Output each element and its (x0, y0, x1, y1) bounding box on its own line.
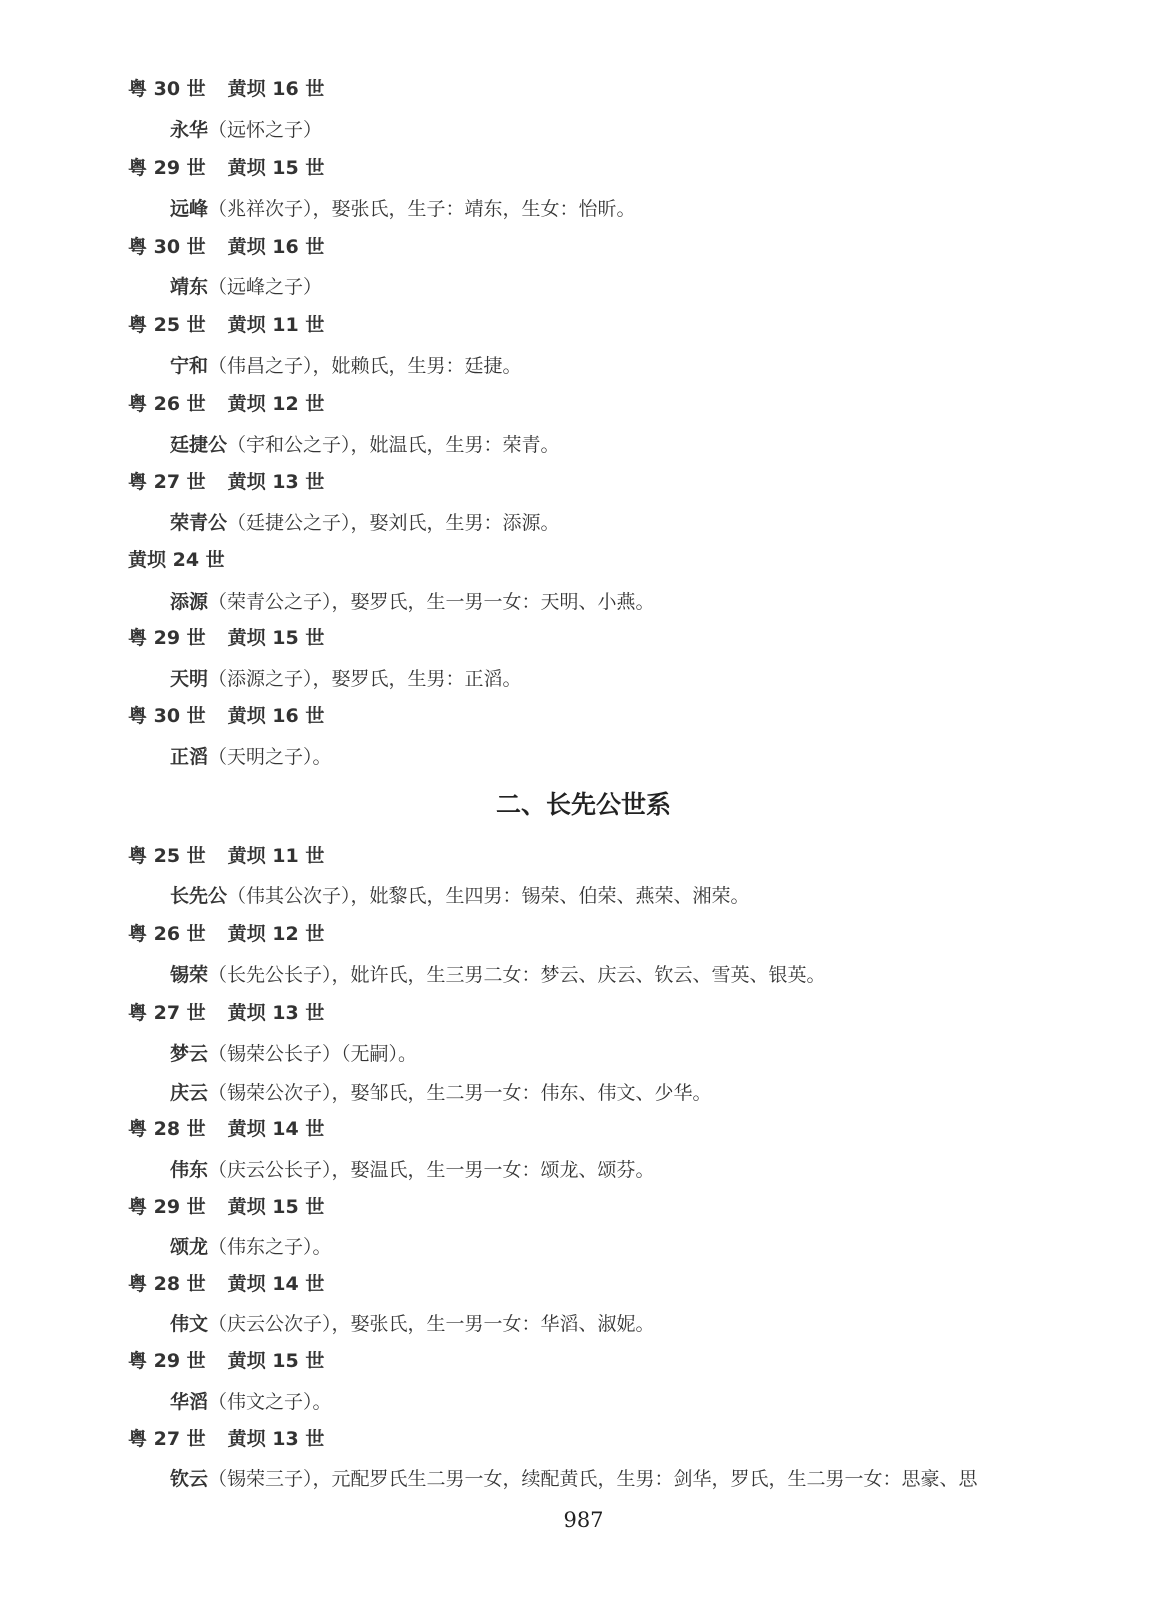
person-description: （远峰之子） (208, 276, 323, 298)
person-entry (170, 351, 522, 378)
local-generation-label: 黄坝 12 世 (227, 923, 325, 945)
local-generation-label: 黄坝 15 世 (227, 157, 325, 179)
person-description: （添源之子），娶罗氏，生男：正滔。 (208, 668, 522, 690)
generation-heading (128, 1424, 324, 1451)
local-generation-label: 黄坝 15 世 (227, 627, 325, 649)
person-description: （庆云公次子），娶张氏，生一男一女：华滔、淑妮。 (208, 1313, 655, 1335)
section-title: 二、长先公世系 (495, 790, 671, 819)
person-entry (170, 742, 332, 769)
person-entry (170, 1039, 417, 1066)
person-entry (170, 960, 826, 987)
person-name: 华滔 (170, 1391, 209, 1413)
generation-label: 粤 27 世 (128, 471, 206, 493)
person-entry (170, 881, 750, 908)
person-entry (170, 587, 655, 614)
generation-heading (128, 998, 324, 1025)
person-name: 添源 (170, 591, 209, 613)
person-entry (170, 1078, 712, 1105)
person-name: 远峰 (170, 198, 209, 220)
person-description: （廷捷公之子），娶刘氏，生男：添源。 (227, 512, 560, 534)
generation-label: 粤 26 世 (128, 393, 206, 415)
generation-heading (128, 1346, 324, 1373)
person-name: 梦云 (170, 1043, 209, 1065)
local-generation-label: 黄坝 11 世 (227, 314, 325, 336)
generation-label: 粤 29 世 (128, 1350, 206, 1372)
person-description: （长先公长子），妣许氏，生三男二女：梦云、庆云、钦云、雪英、银英。 (208, 964, 826, 986)
person-name: 廷捷公 (170, 434, 228, 456)
generation-label: 粤 30 世 (128, 236, 206, 258)
generation-label: 粤 28 世 (128, 1118, 206, 1140)
person-description: （锡荣公次子），娶邹氏，生二男一女：伟东、伟文、少华。 (208, 1082, 712, 1104)
local-generation-label: 黄坝 12 世 (227, 393, 325, 415)
person-name: 正滔 (170, 746, 209, 768)
local-generation-label: 黄坝 14 世 (227, 1118, 325, 1140)
generation-label: 粤 27 世 (128, 1428, 206, 1450)
person-description: （伟昌之子），妣赖氏，生男：廷捷。 (208, 355, 522, 377)
person-name: 锡荣 (170, 964, 209, 986)
generation-heading (128, 545, 225, 572)
generation-heading (128, 1114, 324, 1141)
person-name: 庆云 (170, 1082, 209, 1104)
generation-heading (128, 919, 324, 946)
local-generation-label: 黄坝 16 世 (227, 78, 325, 100)
person-entry (170, 1387, 332, 1414)
generation-label: 粤 28 世 (128, 1273, 206, 1295)
person-name: 颂龙 (170, 1236, 209, 1258)
generation-label: 粤 29 世 (128, 157, 206, 179)
generation-label: 粤 25 世 (128, 845, 206, 867)
person-description: （天明之子）。 (208, 746, 332, 768)
generation-label: 粤 26 世 (128, 923, 206, 945)
person-entry (170, 1232, 332, 1259)
local-generation-label: 黄坝 13 世 (227, 1428, 325, 1450)
person-entry (170, 664, 522, 691)
local-generation-label: 黄坝 11 世 (227, 845, 325, 867)
page-number: 987 (563, 1508, 604, 1532)
person-description: （伟文之子）。 (208, 1391, 332, 1413)
person-name: 天明 (170, 668, 209, 690)
person-name: 伟文 (170, 1313, 209, 1335)
person-description: （伟其公次子），妣黎氏，生四男：锡荣、伯荣、燕荣、湘荣。 (227, 885, 750, 907)
person-description: （庆云公长子），娶温氏，生一男一女：颂龙、颂芬。 (208, 1159, 655, 1181)
person-entry (170, 115, 322, 142)
local-generation-label: 黄坝 16 世 (227, 236, 325, 258)
person-entry (170, 1155, 655, 1182)
generation-heading (128, 389, 324, 416)
person-description: （兆祥次子），娶张氏，生子：靖东，生女：怡昕。 (208, 198, 636, 220)
generation-label: 粤 29 世 (128, 627, 206, 649)
person-description: （伟东之子）。 (208, 1236, 332, 1258)
local-generation-label: 黄坝 13 世 (227, 1002, 325, 1024)
generation-heading (128, 1269, 324, 1296)
person-name: 钦云 (170, 1468, 209, 1490)
person-name: 宁和 (170, 355, 209, 377)
local-generation-label: 黄坝 13 世 (227, 471, 325, 493)
generation-label: 粤 25 世 (128, 314, 206, 336)
generation-label: 粤 27 世 (128, 1002, 206, 1024)
local-generation-label: 黄坝 15 世 (227, 1350, 325, 1372)
generation-heading (128, 1192, 324, 1219)
person-entry (170, 272, 322, 299)
generation-heading (128, 153, 324, 180)
local-generation-label: 黄坝 16 世 (227, 705, 325, 727)
generation-label: 粤 30 世 (128, 705, 206, 727)
generation-heading (128, 623, 324, 650)
person-entry (170, 430, 560, 457)
person-name: 长先公 (170, 885, 228, 907)
generation-heading (128, 701, 324, 728)
person-name: 永华 (170, 119, 209, 141)
person-description: （宇和公之子），妣温氏，生男：荣青。 (227, 434, 560, 456)
generation-heading (128, 467, 324, 494)
local-generation-label: 黄坝 14 世 (227, 1273, 325, 1295)
generation-label: 粤 29 世 (128, 1196, 206, 1218)
generation-label: 黄坝 24 世 (128, 549, 225, 571)
generation-label: 粤 30 世 (128, 78, 206, 100)
generation-heading (128, 74, 324, 101)
local-generation-label: 黄坝 15 世 (227, 1196, 325, 1218)
person-entry (170, 1464, 978, 1491)
generation-heading (128, 232, 324, 259)
person-entry (170, 508, 560, 535)
person-description: （锡荣三子），元配罗氏生二男一女，续配黄氏，生男：剑华，罗氏，生二男一女：思豪、思 (208, 1468, 978, 1490)
person-name: 伟东 (170, 1159, 209, 1181)
person-description: （锡荣公长子）（无嗣）。 (208, 1043, 418, 1065)
person-name: 荣青公 (170, 512, 228, 534)
person-entry (170, 1309, 655, 1336)
generation-heading (128, 310, 324, 337)
generation-heading (128, 841, 324, 868)
person-name: 靖东 (170, 276, 209, 298)
person-entry (170, 194, 636, 221)
person-description: （荣青公之子），娶罗氏，生一男一女：天明、小燕。 (208, 591, 655, 613)
person-description: （远怀之子） (208, 119, 323, 141)
